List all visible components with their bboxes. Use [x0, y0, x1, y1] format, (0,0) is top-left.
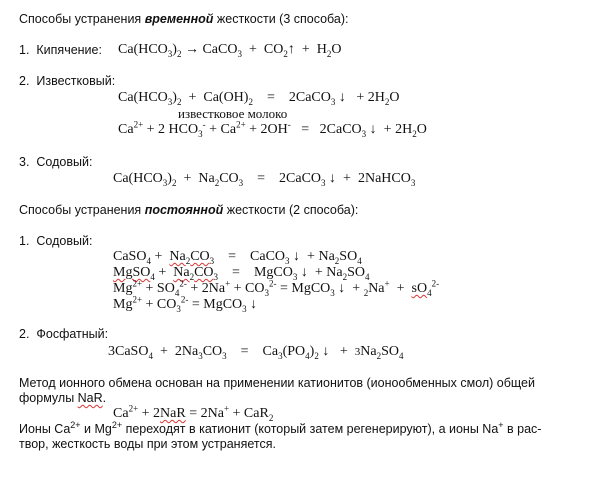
section-title-permanent: Способы устранения постоянной жесткости (2 способа): [19, 203, 359, 217]
equation-soda-temporary: $Ca(HCO_3)_2 + Na_2CO_3$ = 2CaCO$_3$ ↓ + 2NaHCO$_3$ [113, 171, 416, 188]
equation-soda-caso4: CaSO$_4$ + $Na_2CO_3$ = CaCO$_3$ ↓ + $Na_2SO_4$ [113, 249, 362, 266]
method-soda-permanent-label: 1. Содовый: [19, 234, 93, 248]
equation-soda-ionic-short: $Mg^{2+} + CO_3^{2-}$ = MgCO$_3$ ↓ [113, 294, 258, 314]
method-lime-label: 2. Известковый: [19, 74, 116, 88]
equation-lime-molecular: $Ca(HCO_3)_2 + Ca(OH)_2$ = 2CaCO$_3$ ↓ + $2H_2O$ [118, 90, 400, 107]
equation-soda-ionic-full: $Mg^{2+} + SO_4^{2-} + 2Na^+ + CO_3^{2-}$ = MgCO$_3$ ↓ + $_2Na^+ + sO_4^{2-}$ [113, 278, 440, 298]
equation-ion-exchange: $Ca^{2+} + 2NaR = 2Na^+ + CaR_2$ [113, 403, 274, 423]
equation-soda-mgso4: MgSO$_4$ + $Na_2CO_3$ = MgCO$_3$ ↓ + $Na_2SO_4$ [113, 265, 370, 282]
lime-milk-note: известковое молоко [178, 106, 288, 121]
paragraph-ion-exchange-line2: формулы NaR. [19, 391, 107, 405]
paragraph-ions-line1: Ионы $Ca^{2+}$ и $Mg^{2+}$ переходят в катионит (который затем регенерируют), а ионы Na+ в рас- [19, 419, 542, 436]
method-soda-label: 3. Содовый: [19, 155, 93, 169]
paragraph-ion-exchange-line1: Метод ионного обмена основан на применении катионитов (ионообменных смол) общей [19, 376, 535, 390]
section-title-temporary: Способы устранения временной жесткости (3 способа): [19, 12, 349, 26]
method-boiling-label: 1. Кипячение: [19, 43, 102, 57]
equation-lime-ionic: $Ca^{2+} + 2$ $HCO_3^- + Ca^{2+} + 2OH^-$ = 2CaCO$_3$ ↓ + $2H_2O$ [118, 119, 427, 139]
reaction-arrow: → [184, 42, 199, 57]
equation-phosphate: 3CaSO$_4$ + $2Na_3CO_3$ = $Ca_3(PO_4)_2$ ↓ + $3Na_2SO_4$ [108, 344, 404, 361]
equation-boiling: $Ca(HCO_3)_2$ → CaCO$_3$ + $CO_2↑ + H_2O$ [118, 42, 342, 59]
method-phosphate-label: 2. Фосфатный: [19, 327, 109, 341]
paragraph-ions-line2: твор, жесткость воды при этом устраняется. [19, 437, 276, 451]
